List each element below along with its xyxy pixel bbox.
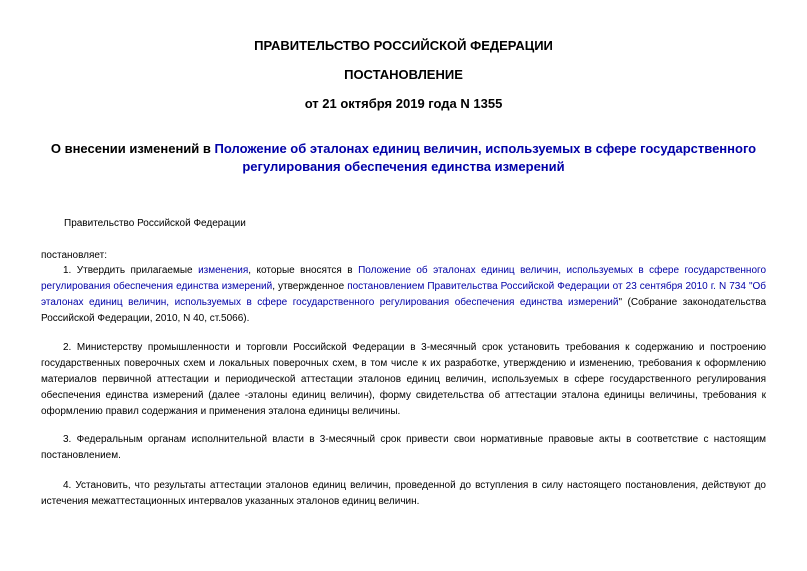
p1-text-3: , утвержденное [272, 281, 348, 292]
p1-text-2: , которые вносятся в [248, 265, 359, 276]
document-date-heading: от 21 октября 2019 года N 1355 [304, 96, 503, 111]
p1-text-1: 1. Утвердить прилагаемые [63, 265, 199, 276]
government-heading: ПРАВИТЕЛЬСТВО РОССИЙСКОЙ ФЕДЕРАЦИИ [254, 38, 553, 53]
changes-link[interactable]: изменения [198, 265, 249, 276]
resolves-word: постановляет: [41, 250, 108, 261]
paragraph-2: 2. Министерству промышленности и торговли Российской Федерации в 3-месячный срок установить требования к содержанию и построению государственных поверочных схем и локальных поверочных схем, в том числе к их разработке, утверждению и изменению, требования к оформлению материалов первичной аттестации и периодической аттестации эталонов единиц величин, используемых в сфере государственного регулирования обеспечения единства измерений (далее -эталоны единиц величин), форму свидетельства об аттестации эталона единицы величины, требования к оформлению правил содержания и применения эталона единицы величины. [41, 342, 766, 417]
title-regulation-link[interactable]: Положение об эталонах единиц величин, используемых в сфере государственного регулирования обеспечения единства измерений [214, 141, 757, 174]
paragraph-1 [41, 263, 766, 327]
document-type-heading: ПОСТАНОВЛЕНИЕ [344, 67, 463, 82]
regulation-link[interactable]: Положение об эталонах единиц величин, используемых в сфере государственного регулирования обеспечения единства измерений [41, 265, 767, 292]
resolution-734-link[interactable]: постановлением Правительства Российской Федерации от 23 сентября 2010 г. N 734 "Об эталонах единиц величин, используемых в сфере государственного регулирования обеспечения единства измерений [41, 281, 767, 308]
paragraph-3: 3. Федеральным органам исполнительной власти в 3-месячный срок привести свои нормативные правовые акты в соответствие с настоящим постановлением. [41, 434, 766, 461]
document-title [38, 140, 769, 176]
government-name: Правительство Российской Федерации [64, 218, 246, 229]
title-prefix: О внесении изменений в [50, 141, 215, 156]
paragraph-4: 4. Установить, что результаты аттестации эталонов единиц величин, проведенной до вступления в силу настоящего постановления, действуют до истечения межаттестационных интервалов указанных эталонов единиц величин. [41, 480, 766, 507]
p1-text-4: " (Собрание законодательства Российской Федерации, 2010, N 40, ст.5066). [41, 297, 767, 324]
